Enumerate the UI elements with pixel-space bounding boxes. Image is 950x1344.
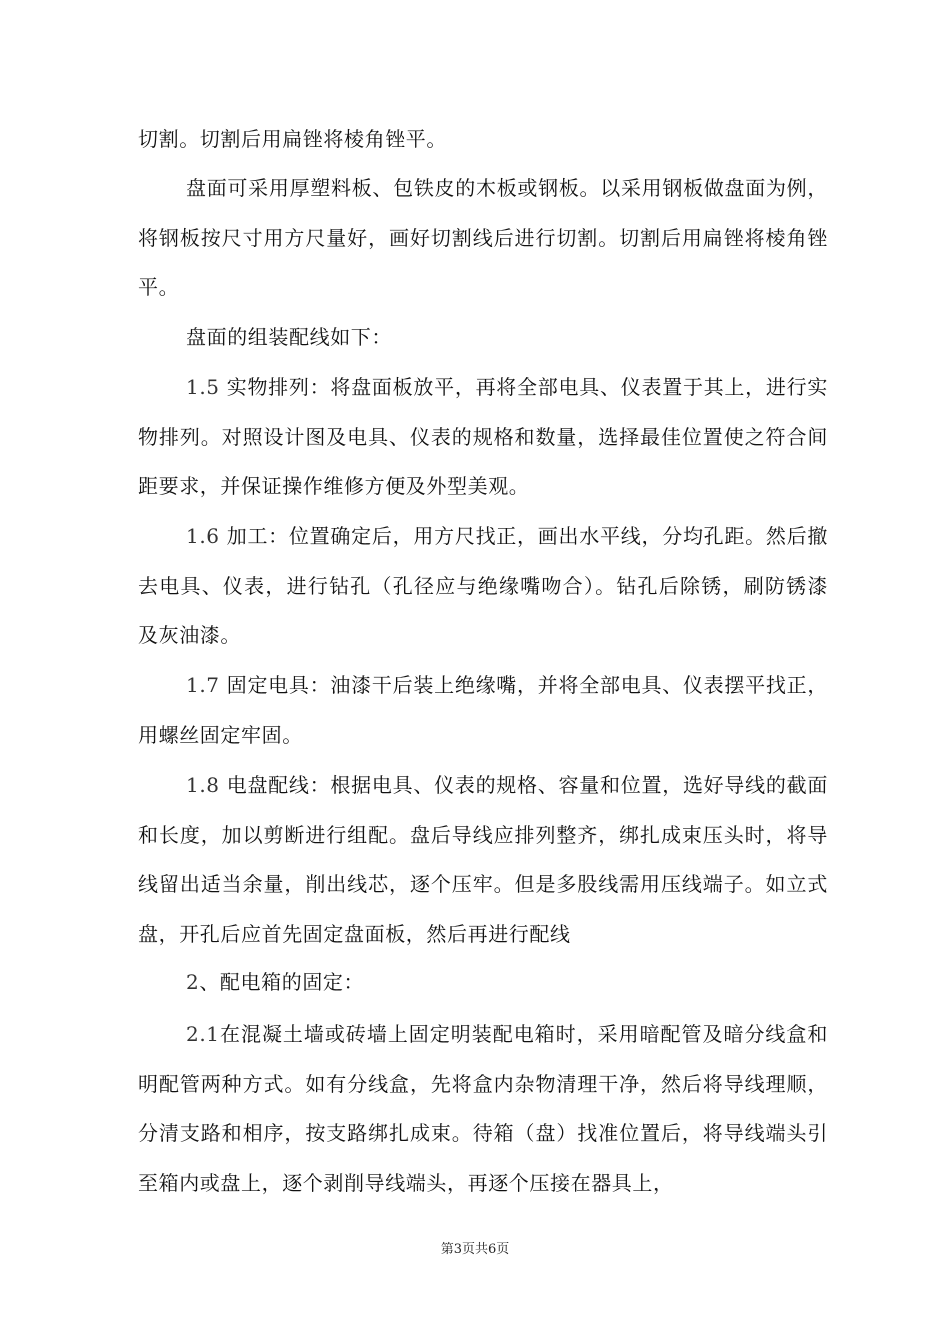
paragraph-3 — [138, 363, 828, 512]
paragraph-2 — [138, 313, 828, 363]
paragraph-4 — [138, 512, 828, 661]
paragraph-text: 实物排列：将盘面板放平，再将全部电具、仪表置于其上，进行实物排列。对照设计图及电具、仪表的规格和数量，选择最佳位置使之符合间距要求，并保证操作维修方便及外型美观。 — [138, 375, 828, 498]
section-number: 2.1 — [186, 1022, 220, 1046]
paragraph-text: 盘面可采用厚塑料板、包铁皮的木板或钢板。以采用钢板做盘面为例，将钢板按尺寸用方尺量好，画好切割线后进行切割。切割后用扁锉将棱角锉平。 — [138, 176, 828, 299]
paragraph-text: 盘面的组装配线如下： — [186, 325, 392, 349]
section-number: 1.5 — [186, 375, 227, 399]
paragraph-6 — [138, 761, 828, 959]
paragraph-5 — [138, 661, 828, 760]
section-number: 1.8 — [186, 773, 227, 797]
paragraph-8 — [138, 1010, 828, 1208]
paragraph-text: 固定电具：油漆干后装上绝缘嘴，并将全部电具、仪表摆平找正，用螺丝固定牢固。 — [138, 673, 828, 747]
section-number: 2 — [186, 970, 200, 994]
paragraph-text: 切割。切割后用扁锉将棱角锉平。 — [138, 127, 447, 151]
section-number: 1.6 — [186, 524, 227, 548]
paragraph-7 — [138, 958, 828, 1008]
paragraph-text: 在混凝土墙或砖墙上固定明装配电箱时，采用暗配管及暗分线盒和明配管两种方式。如有分线盒，先将盒内杂物清理干净，然后将导线理顺，分清支路和相序，按支路绑扎成束。待箱（盘）找准位置后，将导线端头引至箱内或盘上，逐个剥削导线端头，再逐个压接在器具上， — [138, 1022, 828, 1195]
paragraph-text: 、配电箱的固定： — [199, 970, 365, 994]
paragraph-1 — [138, 164, 828, 313]
paragraph-text: 电盘配线：根据电具、仪表的规格、容量和位置，选好导线的截面和长度，加以剪断进行组配。盘后导线应排列整齐，绑扎成束压头时，将导线留出适当余量，削出线芯，逐个压牢。但是多股线需用压线端子。如立式盘，开孔后应首先固定盘面板，然后再进行配线 — [138, 773, 828, 946]
paragraph-0 — [138, 115, 828, 165]
paragraph-text: 加工：位置确定后，用方尺找正，画出水平线，分均孔距。然后撤去电具、仪表，进行钻孔（孔径应与绝缘嘴吻合）。钻孔后除锈，刷防锈漆及灰油漆。 — [138, 524, 828, 647]
page-footer: 第3页共6页 — [440, 1242, 510, 1257]
section-number: 1.7 — [186, 673, 227, 697]
